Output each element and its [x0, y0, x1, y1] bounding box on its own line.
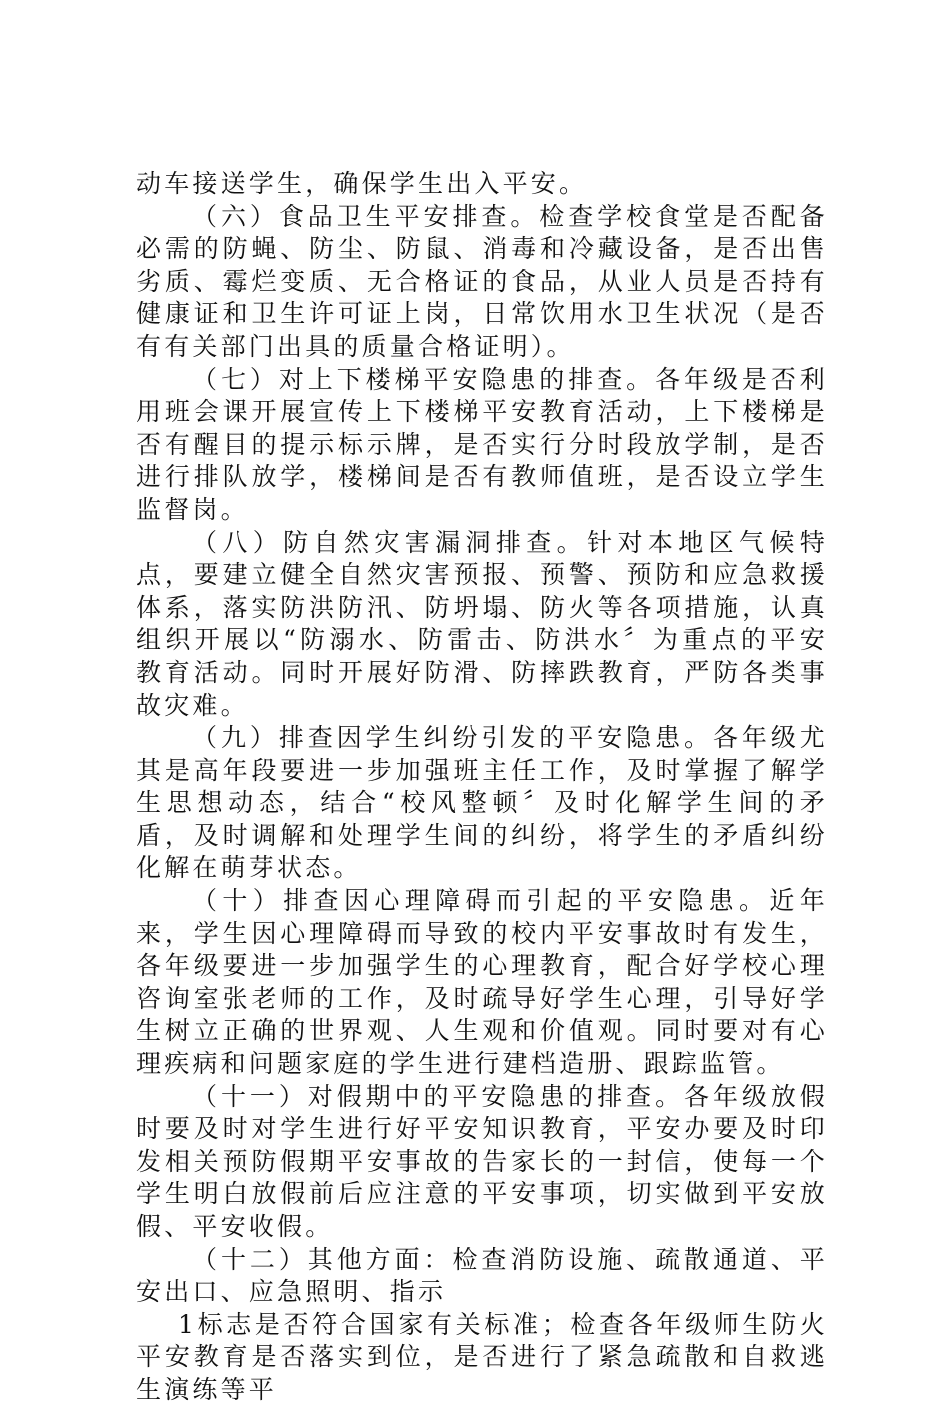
paragraph-stairs-safety: （七）对上下楼梯平安隐患的排查。各年级是否利用班会课开展宣传上下楼梯平安教育活动，上下楼梯是否有醒目的提示标示牌，是否实行分时段放学制，是否进行排队放学，楼梯间是否有教师值班，是否设立学生监督岗。 [136, 364, 828, 524]
paragraph-natural-disaster: （八）防自然灾害漏洞排查。针对本地区气候特点，要建立健全自然灾害预报、预警、预防和应急救援体系，落实防洪防汛、防坍塌、防火等各项措施，认真组织开展以“防溺水、防雷击、防洪水〞为重点的平安教育活动。同时开展好防滑、防摔跌教育，严防各类事故灾难。 [136, 527, 828, 720]
paragraph-student-disputes: （九）排查因学生纠纷引发的平安隐患。各年级尤其是高年段要进一步加强班主任工作，及时掌握了解学生思想动态，结合“校风整顿〞及时化解学生间的矛盾，及时调解和处理学生间的纠纷，将学生的矛盾纠纷化解在萌芽状态。 [136, 723, 828, 883]
paragraph-other-aspects: （十二）其他方面：检查消防设施、疏散通道、平安出口、应急照明、指示 [136, 1244, 828, 1307]
paragraph-holiday-safety: （十一）对假期中的平安隐患的排查。各年级放假时要及时对学生进行好平安知识教育，平安办要及时印发相关预防假期平安事故的告家长的一封信，使每一个学生明白放假前后应注意的平安事项，切实做到平安放假、平安收假。 [136, 1081, 828, 1241]
paragraph-food-hygiene: （六）食品卫生平安排查。检查学校食堂是否配备必需的防蝇、防尘、防鼠、消毒和冷藏设备，是否出售劣质、霉烂变质、无合格证的食品，从业人员是否持有健康证和卫生许可证上岗，日常饮用水卫生状况（是否有有关部门出具的质量合格证明）。 [136, 201, 828, 361]
paragraph-continuation: 动车接送学生，确保学生出入平安。 [136, 169, 588, 198]
paragraph-psychological: （十）排查因心理障碍而引起的平安隐患。近年来，学生因心理障碍而导致的校内平安事故时有发生，各年级要进一步加强学生的心理教育，配合好学校心理咨询室张老师的工作，及时疏导好学生心理，引导好学生树立正确的世界观、人生观和价值观。同时要对有心理疾病和问题家庭的学生进行建档造册、跟踪监管。 [136, 886, 828, 1079]
document-body [136, 168, 828, 1407]
paragraph-fire-safety: 1标志是否符合国家有关标准；检查各年级师生防火平安教育是否落实到位，是否进行了紧急疏散和自救逃生演练等平 [136, 1309, 828, 1404]
